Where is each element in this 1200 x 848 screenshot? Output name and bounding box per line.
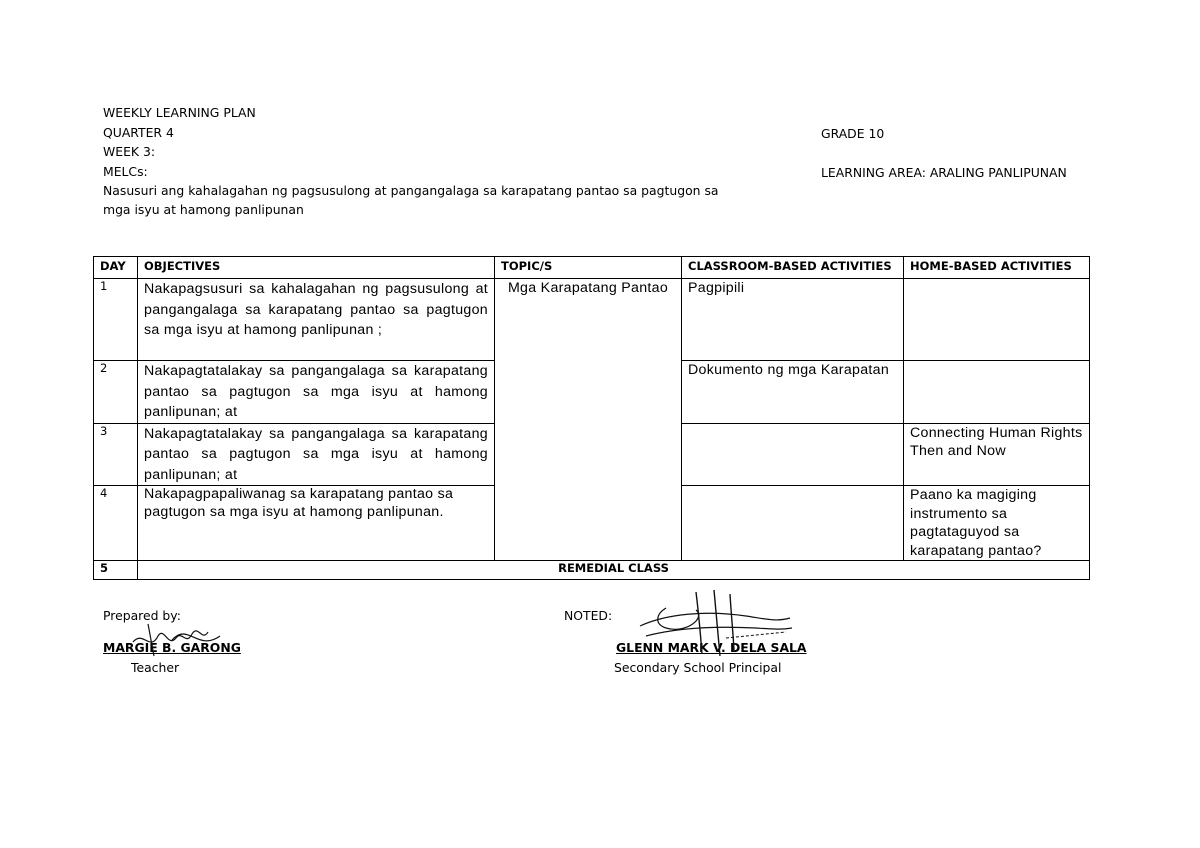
classroom-activity-cell: Pagpipili bbox=[682, 279, 904, 361]
teacher-signature bbox=[128, 612, 238, 662]
classroom-activity-cell bbox=[682, 486, 904, 561]
table-row bbox=[94, 279, 1090, 361]
remedial-class-cell: REMEDIAL CLASS bbox=[138, 561, 1090, 580]
home-activity-cell bbox=[904, 279, 1090, 361]
column-header-day: DAY bbox=[94, 257, 138, 279]
home-activity-cell bbox=[904, 361, 1090, 424]
melcs-label: MELCs: bbox=[103, 164, 148, 179]
column-header-topics: TOPIC/S bbox=[495, 257, 682, 279]
objective-cell: Nakapagsusuri sa kahalagahan ng pagsusulong at pangangalaga sa karapatang pantao sa pagtugon sa mga isyu at hamong panlipunan ; bbox=[138, 279, 495, 361]
remedial-row bbox=[94, 561, 1090, 580]
objective-cell: Nakapagpapaliwanag sa karapatang pantao sa pagtugon sa mga isyu at hamong panlipunan. bbox=[138, 486, 495, 561]
remedial-day-cell: 5 bbox=[94, 561, 138, 580]
learning-area-label: LEARNING AREA: ARALING PANLIPUNAN bbox=[821, 165, 1067, 180]
quarter-label: QUARTER 4 bbox=[103, 125, 174, 140]
principal-name: GLENN MARK V. DELA SALA bbox=[616, 640, 807, 655]
column-header-home-activities: HOME-BASED ACTIVITIES bbox=[904, 257, 1090, 279]
day-cell: 3 bbox=[94, 423, 138, 486]
column-header-classroom-activities: CLASSROOM-BASED ACTIVITIES bbox=[682, 257, 904, 279]
prepared-by-label: Prepared by: bbox=[103, 608, 181, 623]
weekly-plan-table bbox=[93, 256, 1090, 580]
topic-cell: Mga Karapatang Pantao bbox=[495, 279, 682, 561]
teacher-name: MARGIE B. GARONG bbox=[103, 640, 241, 655]
classroom-activity-cell: Dokumento ng mga Karapatan bbox=[682, 361, 904, 424]
plan-title: WEEKLY LEARNING PLAN bbox=[103, 105, 256, 120]
teacher-role: Teacher bbox=[131, 660, 180, 675]
principal-signature bbox=[636, 588, 796, 660]
melc-text-line1: Nasusuri ang kahalagahan ng pagsusulong at pangangalaga sa karapatang pantao sa pagtugon sa bbox=[103, 183, 719, 198]
melc-text-line2: mga isyu at hamong panlipunan bbox=[103, 202, 304, 217]
table-header-row bbox=[94, 257, 1090, 279]
classroom-activity-cell bbox=[682, 423, 904, 486]
noted-label: NOTED: bbox=[564, 608, 613, 623]
day-cell: 1 bbox=[94, 279, 138, 361]
home-activity-cell: Connecting Human Rights Then and Now bbox=[904, 423, 1090, 486]
day-cell: 2 bbox=[94, 361, 138, 424]
objective-cell: Nakapagtatalakay sa pangangalaga sa karapatang pantao sa pagtugon sa mga isyu at hamong panlipunan; at bbox=[138, 423, 495, 486]
column-header-objectives: OBJECTIVES bbox=[138, 257, 495, 279]
objective-cell: Nakapagtatalakay sa pangangalaga sa karapatang pantao sa pagtugon sa mga isyu at hamong panlipunan; at bbox=[138, 361, 495, 424]
grade-label: GRADE 10 bbox=[821, 126, 885, 141]
week-label: WEEK 3: bbox=[103, 144, 156, 159]
day-cell: 4 bbox=[94, 486, 138, 561]
principal-role: Secondary School Principal bbox=[614, 660, 782, 675]
home-activity-cell: Paano ka magiging instrumento sa pagtataguyod sa karapatang pantao? bbox=[904, 486, 1090, 561]
